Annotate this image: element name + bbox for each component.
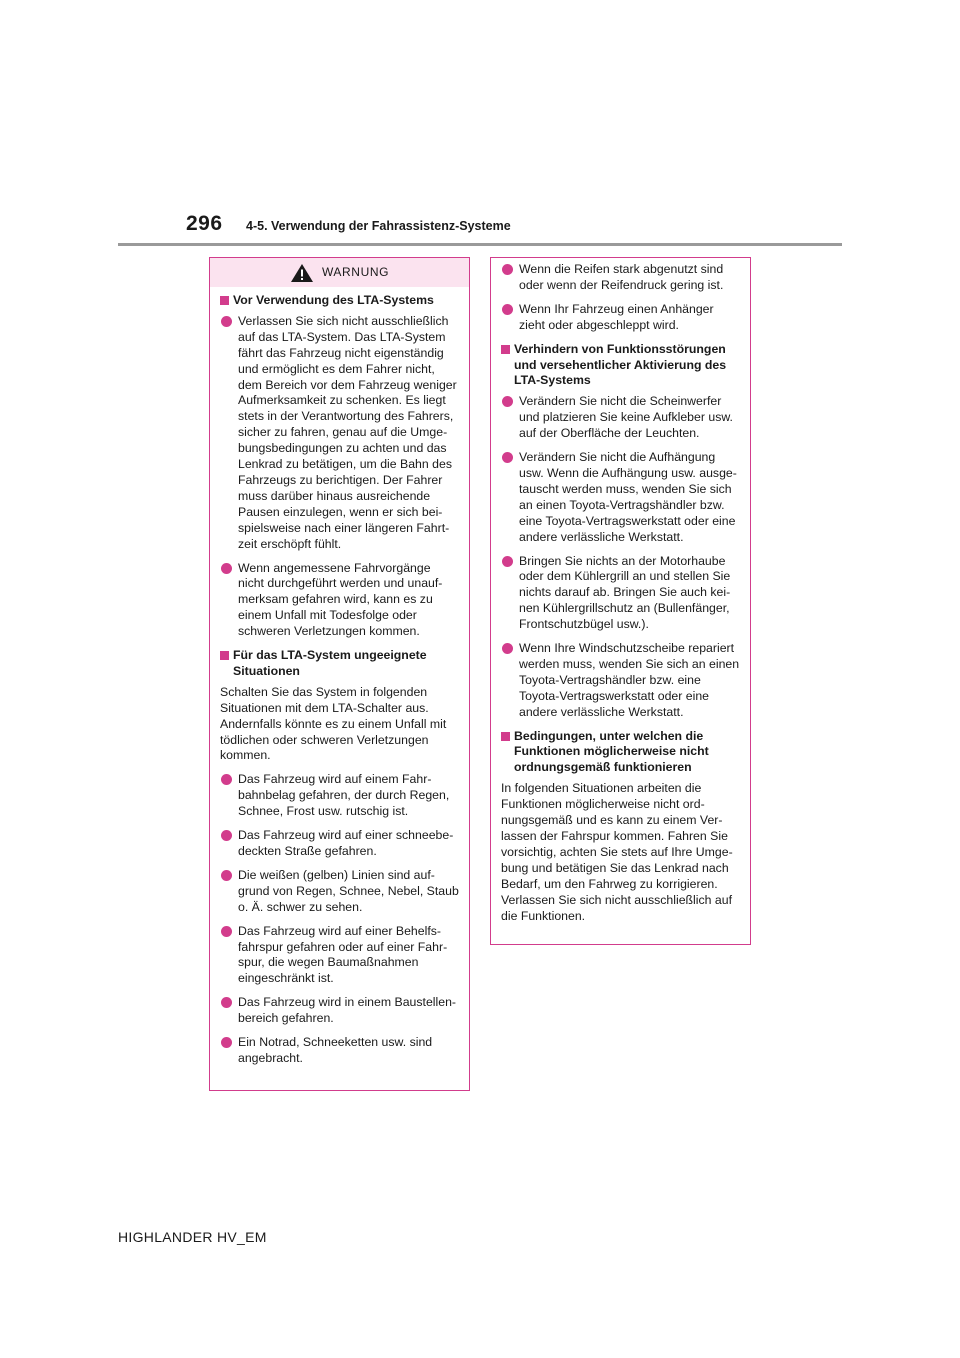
circle-bullet-icon <box>502 643 513 654</box>
header-rule <box>118 243 842 246</box>
list-item-text: Wenn Ihre Windschutzscheibe repariert werden muss, wenden Sie sich an einen Toyota-Vertragshändler bzw. eine Toyota-Vertragswerkstatt oder eine andere verlässliche Werkstatt. <box>519 641 740 719</box>
square-bullet-icon <box>501 732 510 741</box>
paragraph: Schalten Sie das System in folgenden Situationen mit dem LTA-Schalter aus. Andernfalls könnte es zu einem Unfall mit tödlichen oder schweren Verletzungen kommen. <box>220 684 447 763</box>
circle-bullet-icon <box>221 563 232 574</box>
circle-bullet-icon <box>502 452 513 463</box>
section-title: 4-5. Verwendung der Fahrassistenz-Systeme <box>246 219 511 233</box>
list-item <box>220 924 459 988</box>
warning-triangle-icon <box>290 263 314 283</box>
heading-conditions <box>501 729 740 777</box>
list-item-text: Das Fahrzeug wird auf einer Behelfs-fahrspur gefahren oder auf einer Fahr-spur, die wegen Baumaßnahmen eingeschränkt ist. <box>238 923 448 986</box>
list-item <box>220 995 459 1027</box>
circle-bullet-icon <box>221 830 232 841</box>
list-item-text: Verlassen Sie sich nicht ausschließlich auf das LTA-System. Das LTA-System fährt das Fahrzeug nicht eigenständig und ermöglicht es dem Fahrer nicht, dem Bereich vor dem Fahrzeug weniger Aufmerksamkeit zu schenken. Es liegt stets in der Verantwortung des Fahrers, sicher zu fahren, genau auf die Umge-bungsbedingungen zu achten und das Lenkrad zu betätigen, um die Bahn des Fahrzeugs zu berichtigen. Der Fahrer muss darüber hinaus ausreichende Pausen einzulegen, wenn er sich bei-spielsweise nach einer längeren Fahrt-zeit erschöpft fühlt. <box>238 313 457 551</box>
square-bullet-icon <box>220 296 229 305</box>
list-item-text: Bringen Sie nichts an der Motorhaube oder dem Kühlergrill an und stellen Sie nichts darauf ab. Bringen Sie auch kei-nen Kühlergrillschutz an (Bullenfänger, Frontschutzbügel usw.). <box>519 553 731 632</box>
footer-model: HIGHLANDER HV_EM <box>118 1229 267 1245</box>
circle-bullet-icon <box>502 264 513 275</box>
list-item <box>501 262 740 294</box>
heading-text: Bedingungen, unter welchen die Funktionen möglicherweise nicht ordnungsgemäß funktionieren <box>514 728 709 775</box>
list-item <box>501 554 740 634</box>
heading-unsuitable-situations <box>220 648 459 680</box>
list-item <box>220 1035 459 1067</box>
circle-bullet-icon <box>221 316 232 327</box>
list-item <box>220 314 459 553</box>
circle-bullet-icon <box>502 304 513 315</box>
list-item <box>501 394 740 442</box>
square-bullet-icon <box>501 345 510 354</box>
list-item <box>220 561 459 641</box>
list-item <box>501 641 740 721</box>
page-number: 296 <box>186 212 223 235</box>
paragraph: In folgenden Situationen arbeiten die Funktionen möglicherweise nicht ord-nungsgemäß und es kann zu einem Ver-lassen der Fahrspur kommen. Fahren Sie vorsichtig, achten Sie stets auf Ihre Umge-bung und betätigen Sie das Lenkrad nach Bedarf, um den Fahrweg zu korrigieren. Verlassen Sie sich nicht ausschließlich auf die Funktionen. <box>501 781 733 923</box>
heading-text: Für das LTA-System ungeeignete Situationen <box>233 648 427 678</box>
heading-prevent-malfunction <box>501 342 740 390</box>
warning-box-right <box>490 257 751 945</box>
list-item <box>220 772 459 820</box>
square-bullet-icon <box>220 651 229 660</box>
circle-bullet-icon <box>221 870 232 881</box>
warning-label: WARNUNG <box>321 264 390 279</box>
circle-bullet-icon <box>502 556 513 567</box>
list-item-text: Das Fahrzeug wird auf einem Fahr-bahnbelag gefahren, der durch Regen, Schnee, Frost usw. rutschig ist. <box>238 772 450 819</box>
list-item <box>501 450 740 545</box>
list-item <box>501 302 740 334</box>
list-item <box>220 828 459 860</box>
list-item-text: Wenn Ihr Fahrzeug einen Anhänger zieht oder abgeschleppt wird. <box>519 301 714 332</box>
circle-bullet-icon <box>221 997 232 1008</box>
circle-bullet-icon <box>221 774 232 785</box>
circle-bullet-icon <box>502 396 513 407</box>
list-item-text: Die weißen (gelben) Linien sind auf-grund von Regen, Schnee, Nebel, Staub o. Ä. schwer zu sehen. <box>238 867 459 914</box>
list-item-text: Ein Notrad, Schneeketten usw. sind angebracht. <box>238 1035 433 1065</box>
list-item-text: Verändern Sie nicht die Scheinwerfer und platzieren Sie keine Aufkleber usw. auf der Oberfläche der Leuchten. <box>519 394 733 441</box>
heading-text: Vor Verwendung des LTA-Systems <box>233 293 434 307</box>
list-item-text: Das Fahrzeug wird in einem Baustellen-bereich gefahren. <box>238 995 457 1026</box>
heading-text: Verhindern von Funktionsstörungen und versehentlicher Aktivierung des LTA-Systems <box>514 341 727 388</box>
list-item-text: Verändern Sie nicht die Aufhängung usw. Wenn die Aufhängung usw. ausge-tauscht werden muss, wenden Sie sich an einen Toyota-Vertragshändler bzw. eine Toyota-Vertragswerkstatt oder eine andere verlässliche Werkstatt. <box>519 450 737 544</box>
circle-bullet-icon <box>221 1037 232 1048</box>
list-item-text: Wenn angemessene Fahrvorgänge nicht durchgeführt werden und unauf-merksam gefahren wird, kann es zu einem Unfall mit Todesfolge oder schweren Verletzungen kommen. <box>238 560 443 639</box>
circle-bullet-icon <box>221 926 232 937</box>
heading-before-use <box>220 293 459 309</box>
list-item <box>220 868 459 916</box>
list-item-text: Wenn die Reifen stark abgenutzt sind oder wenn der Reifendruck gering ist. <box>519 262 724 292</box>
list-item-text: Das Fahrzeug wird auf einer schneebe-deckten Straße gefahren. <box>238 828 454 858</box>
warning-box-left <box>209 257 470 1091</box>
warning-header <box>210 258 469 287</box>
